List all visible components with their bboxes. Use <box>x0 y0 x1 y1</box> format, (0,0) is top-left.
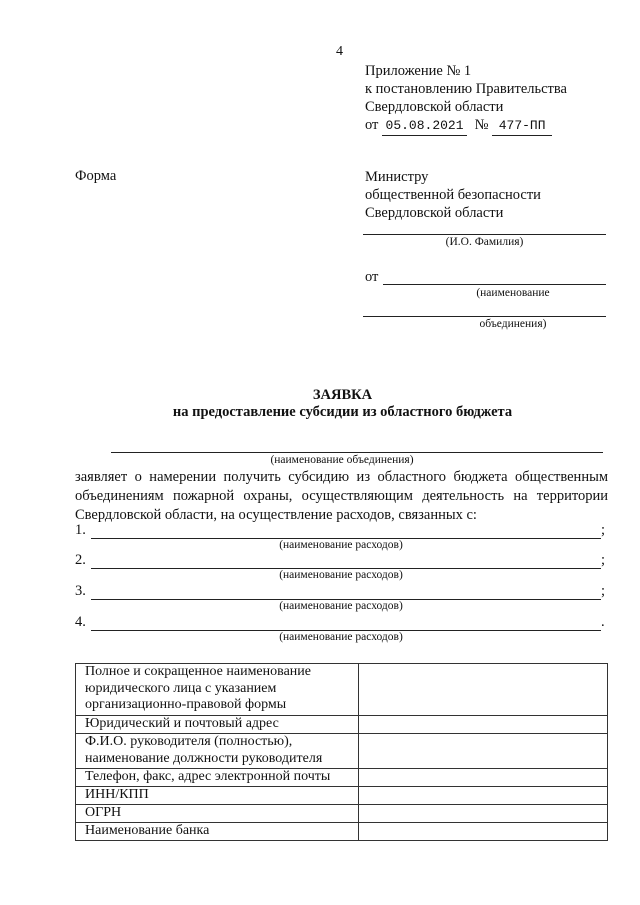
expense-number: 4. <box>75 614 86 630</box>
cell-text-line: организационно-правовой формы <box>85 697 287 712</box>
expense-number: 1. <box>75 522 86 538</box>
expense-caption: (наименование расходов) <box>279 631 403 643</box>
table-row <box>76 716 608 734</box>
page-number: 4 <box>336 44 343 59</box>
table-row <box>76 805 608 823</box>
from-prefix: от <box>365 269 379 285</box>
statement-paragraph <box>75 468 608 525</box>
org-caption-1: (наименование <box>476 287 550 299</box>
expense-item-4 <box>75 614 608 648</box>
applicant-info-table <box>75 663 608 841</box>
cell-text-line: ИНН/КПП <box>85 787 149 802</box>
from-org-line-2 <box>363 316 606 317</box>
cell-text-line: Юридический и почтовый адрес <box>85 716 279 731</box>
number-prefix: № <box>474 117 489 133</box>
cell-text-line: Полное и сокращенное наименование <box>85 664 311 679</box>
table-value-cell[interactable] <box>359 769 608 787</box>
appendix-line-1: Приложение № 1 <box>365 63 472 79</box>
cell-text-line: Ф.И.О. руководителя (полностью), <box>85 734 293 749</box>
table-row <box>76 823 608 841</box>
expense-caption: (наименование расходов) <box>279 569 403 581</box>
expense-end: . <box>601 614 605 630</box>
appendix-line-2: к постановлению Правительства <box>365 81 567 97</box>
expense-caption: (наименование расходов) <box>279 539 403 551</box>
from-org-line <box>383 284 606 285</box>
table-label-cell <box>76 716 359 734</box>
appendix-line-3: Свердловской области <box>365 99 504 115</box>
table-label-cell <box>76 787 359 805</box>
addressee-line-2: общественной безопасности <box>365 187 541 203</box>
date-prefix: от <box>365 117 379 133</box>
table-row <box>76 734 608 769</box>
table-row <box>76 769 608 787</box>
table-value-cell[interactable] <box>359 716 608 734</box>
table-label-cell <box>76 769 359 787</box>
statement-line-3: Свердловской области, на осуществление расходов, связанных с: <box>75 507 477 523</box>
resolution-number: 477-ПП <box>492 117 552 136</box>
addressee-line-1: Министру <box>365 169 429 185</box>
cell-text-line: наименование должности руководителя <box>85 750 323 766</box>
applicant-line <box>111 452 603 453</box>
table-row <box>76 787 608 805</box>
expense-caption: (наименование расходов) <box>279 600 403 612</box>
statement-line-1: заявляет о намерении получить субсидию из областного бюджета общественным <box>75 469 608 485</box>
expense-end: ; <box>601 522 606 538</box>
table-value-cell[interactable] <box>359 823 608 841</box>
cell-text-line: ОГРН <box>85 805 122 820</box>
form-label: Форма <box>75 168 117 184</box>
addressee-line-3: Свердловской области <box>365 205 504 221</box>
table-label-cell <box>76 664 359 716</box>
table-value-cell[interactable] <box>359 664 608 716</box>
table-value-cell[interactable] <box>359 734 608 769</box>
table-label-cell <box>76 734 359 769</box>
minister-name-caption: (И.О. Фамилия) <box>445 236 524 248</box>
cell-text-line: Телефон, факс, адрес электронной почты <box>85 769 331 784</box>
table-value-cell[interactable] <box>359 787 608 805</box>
table-label-cell <box>76 805 359 823</box>
minister-name-line <box>363 234 606 235</box>
document-subtitle: на предоставление субсидии из областного бюджета <box>172 404 513 420</box>
table-row <box>76 664 608 716</box>
table-label-cell <box>76 823 359 841</box>
expense-item-3 <box>75 583 608 617</box>
resolution-date: 05.08.2021 <box>382 117 467 136</box>
expense-end: ; <box>601 552 606 568</box>
expense-number: 2. <box>75 552 86 568</box>
expense-end: ; <box>601 583 606 599</box>
document-title: ЗАЯВКА <box>312 387 373 403</box>
expense-item-1 <box>75 522 608 556</box>
expense-item-2 <box>75 552 608 586</box>
cell-text-line: Наименование банка <box>85 823 210 838</box>
expense-number: 3. <box>75 583 86 599</box>
cell-text-line: юридического лица с указанием <box>85 680 277 696</box>
addressee-block <box>365 168 541 222</box>
applicant-caption: (наименование объединения) <box>270 454 414 466</box>
appendix-date-line <box>365 116 567 136</box>
table-value-cell[interactable] <box>359 805 608 823</box>
org-caption-2: объединения) <box>479 318 547 330</box>
appendix-block <box>365 62 567 136</box>
statement-line-2: объединениям пожарной охраны, осуществляющим деятельность на территории <box>75 488 608 504</box>
